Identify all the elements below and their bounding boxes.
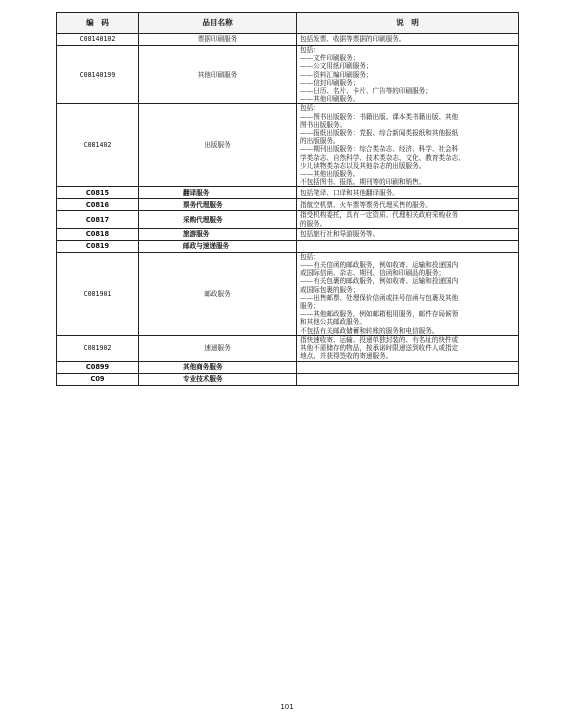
table-row — [57, 252, 519, 335]
description-line: 包括： — [300, 46, 320, 54]
item-description — [297, 104, 519, 187]
item-code: C0818 — [57, 228, 139, 240]
description-line: 包括： — [300, 252, 320, 261]
item-code: C08140199 — [57, 46, 139, 104]
description-line: 学类杂志、自然科学、技术类杂志、文化、教育类杂志、 — [300, 153, 465, 162]
description-line: ——其他出版服务。 — [300, 170, 360, 179]
description-line: 和其他公共邮政服务。 — [300, 318, 366, 327]
description-line: ——文件印刷服务； — [300, 54, 360, 63]
header-name: 品目名称 — [139, 13, 297, 34]
item-description — [297, 373, 519, 385]
description-line: ——出售邮票、处理保价信函或挂号信函与包裹及其他 — [300, 293, 459, 302]
description-line: ——有关包裹的邮政服务，例如收寄、运输和投递国内 — [300, 277, 459, 286]
header-description: 说 明 — [297, 13, 519, 34]
item-description — [297, 361, 519, 373]
item-code: C0899 — [57, 361, 139, 373]
item-code: C081901 — [57, 252, 139, 335]
table-header-row — [57, 13, 519, 34]
description-line: 或国际包裹的服务； — [300, 285, 360, 294]
table-row — [57, 34, 519, 46]
description-line: 指受机构委托，具有一定资质、代理相关政府采购业务 — [300, 211, 459, 220]
item-code: C0817 — [57, 211, 139, 228]
item-description — [297, 46, 519, 104]
description-line: 地点、并获得签收的寄递服务。 — [300, 352, 393, 361]
description-line: 包括笔译、口译和其他翻译服务。 — [300, 188, 399, 197]
item-name: 出版服务 — [139, 104, 297, 187]
table-row — [57, 187, 519, 199]
description-line: ——期刊出版服务：综合类杂志、经济、科学、社会科 — [300, 145, 459, 154]
table-row — [57, 199, 519, 211]
item-name: 专业技术服务 — [139, 373, 297, 385]
description-line: 包括发票、收据等票据的印刷服务。 — [300, 35, 406, 44]
table-body — [57, 34, 519, 386]
item-description — [297, 199, 519, 211]
item-name: 采购代理服务 — [139, 211, 297, 228]
description-line: 或国际信函、杂志、期刊、信函和印刷品的服务； — [300, 269, 446, 278]
table-row — [57, 335, 519, 361]
item-name: 票据印刷服务 — [139, 34, 297, 46]
item-code: C0816 — [57, 199, 139, 211]
catalog-table — [56, 12, 519, 386]
item-description — [297, 34, 519, 46]
item-name: 翻译服务 — [139, 187, 297, 199]
item-name: 票务代理服务 — [139, 199, 297, 211]
description-line: 图书出版服务。 — [300, 120, 347, 129]
description-line: ——日历、名片、卡片、广告等的印刷服务； — [300, 87, 432, 96]
item-code: C0815 — [57, 187, 139, 199]
item-name: 邮政与速递服务 — [139, 240, 297, 252]
description-line: 的服务。 — [300, 219, 327, 228]
item-code: C081902 — [57, 335, 139, 361]
item-description — [297, 240, 519, 252]
description-line: 指航空机票、火车票等票务代理买售的服务。 — [300, 200, 432, 209]
description-line: 服务； — [300, 302, 320, 311]
table-row — [57, 228, 519, 240]
item-name: 速递服务 — [139, 335, 297, 361]
description-line: 包括旅行社和导游服务等。 — [300, 230, 380, 239]
item-code: C081402 — [57, 104, 139, 187]
description-line: ——资料汇编印刷服务； — [300, 70, 373, 79]
header-code: 编 码 — [57, 13, 139, 34]
item-name: 邮政服务 — [139, 252, 297, 335]
description-line: 其他不需储存的物品，按承诺时限递送到收件人或指定 — [300, 344, 459, 353]
description-line: ——报纸出版服务：党报、综合新闻类报纸和其他报纸 — [300, 129, 459, 138]
item-code: C09 — [57, 373, 139, 385]
description-line: 的出版服务。 — [300, 137, 340, 146]
description-line: ——其他印刷服务。 — [300, 95, 360, 104]
description-line: ——公文用纸印刷服务； — [300, 62, 373, 71]
description-line: 不包括图书、报纸、期刊等的印刷和销售。 — [300, 178, 426, 187]
table-row — [57, 361, 519, 373]
description-line: ——信封印刷服务； — [300, 78, 360, 87]
item-name: 其他印刷服务 — [139, 46, 297, 104]
item-description — [297, 187, 519, 199]
table-row — [57, 104, 519, 187]
item-code: C0819 — [57, 240, 139, 252]
description-line: 指快速收寄、运输、投递单独封装的、有名址的快件或 — [300, 335, 459, 344]
item-code: C08140102 — [57, 34, 139, 46]
table-row — [57, 240, 519, 252]
table-row — [57, 211, 519, 228]
item-description — [297, 211, 519, 228]
description-line: ——图书出版服务：书籍出版、课本类书籍出版、其他 — [300, 112, 459, 121]
item-name: 其他商务服务 — [139, 361, 297, 373]
description-line: ——其他邮政服务，例如邮箱租用服务，邮件存局候领 — [300, 310, 459, 319]
item-description — [297, 228, 519, 240]
description-line: 包括： — [300, 104, 320, 113]
item-name: 旅游服务 — [139, 228, 297, 240]
table-row — [57, 46, 519, 104]
item-description — [297, 335, 519, 361]
description-line: 不包括有关邮政储蓄和转账的服务和电信服务。 — [300, 326, 439, 335]
description-line: 少儿读物类杂志以及其他杂志的出版服务。 — [300, 161, 426, 170]
description-line: ——有关信函的邮政服务，例如收寄、运输和投递国内 — [300, 261, 459, 270]
item-description — [297, 252, 519, 335]
page-number: 101 — [280, 703, 294, 711]
table-row — [57, 373, 519, 385]
